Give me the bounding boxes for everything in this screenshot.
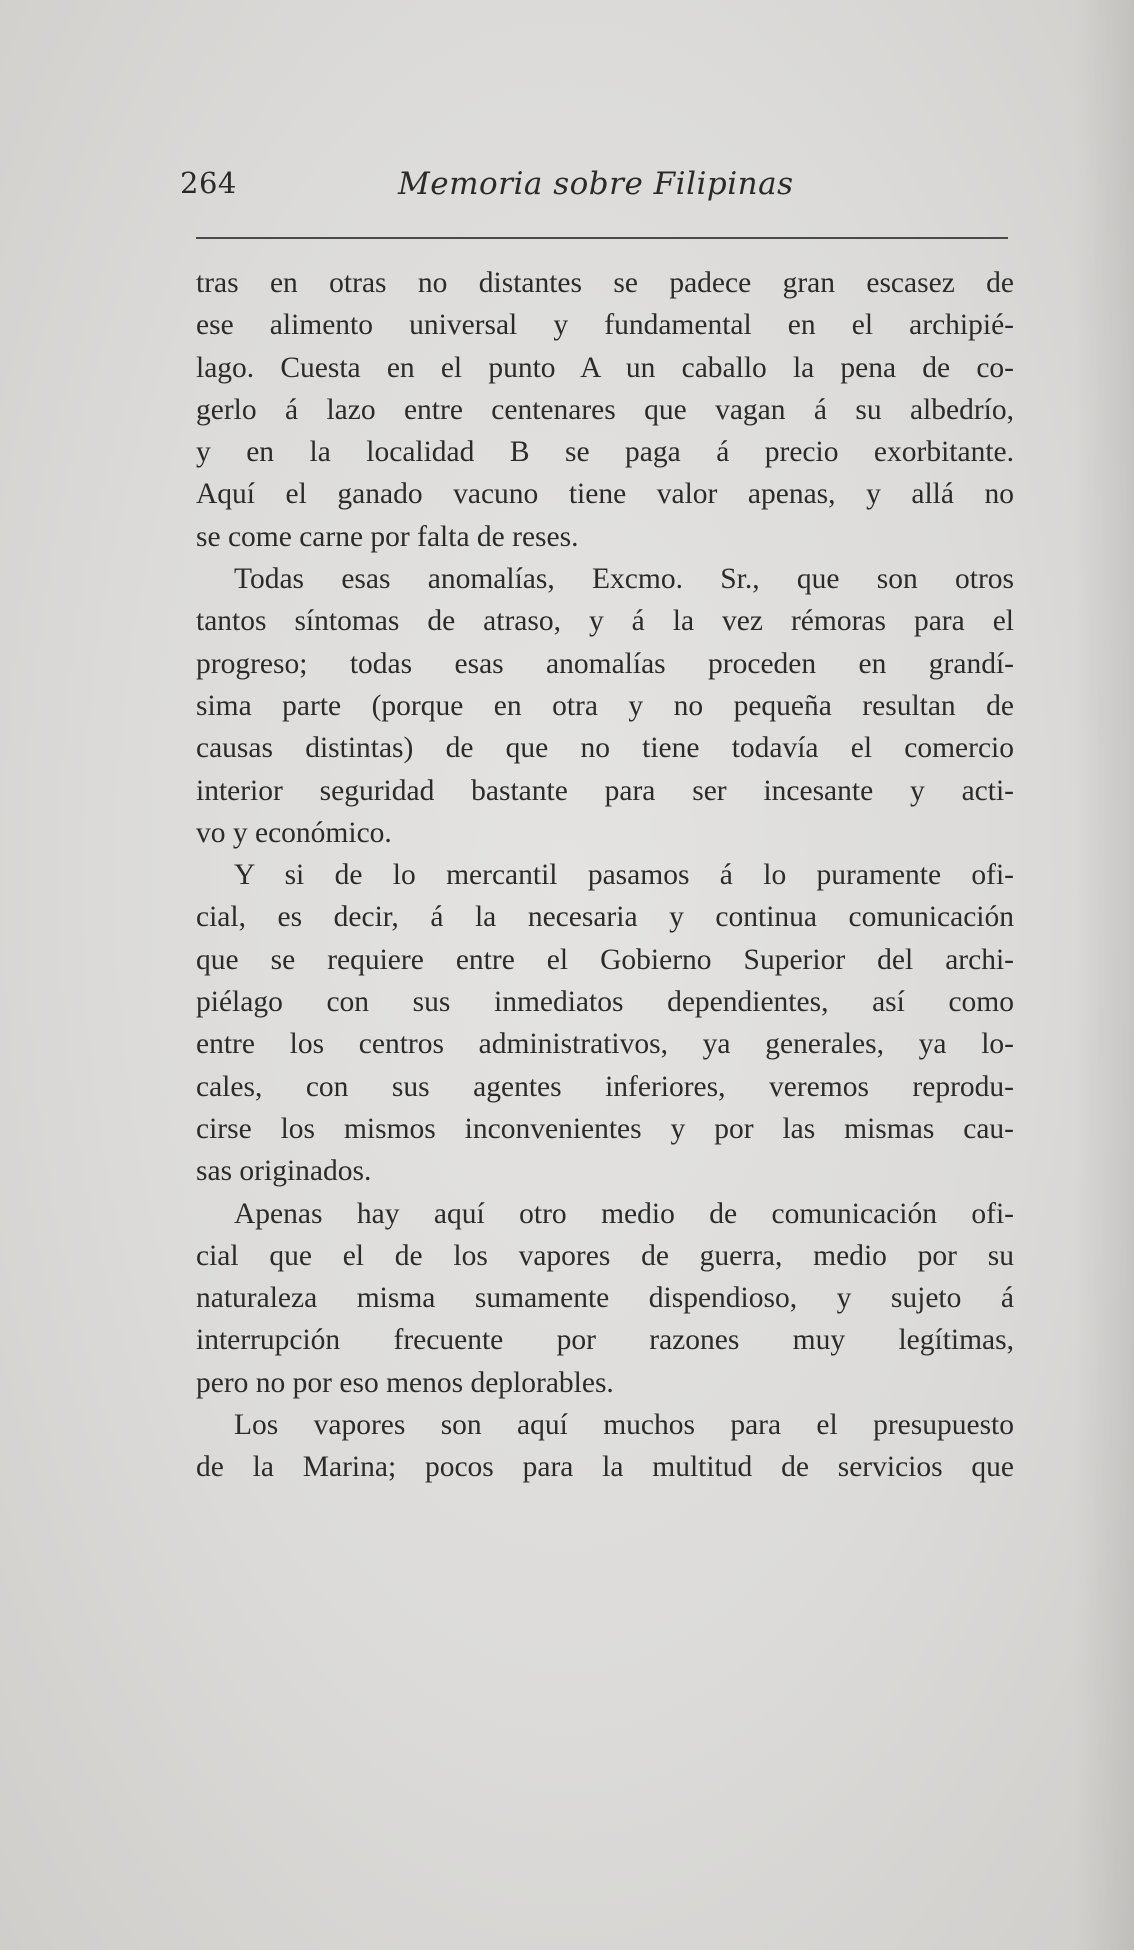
text-line: cial que el de los vapores de guerra, medio por su [196,1239,1014,1272]
text-line: interrupción frecuente por razones muy legítimas, [196,1324,1014,1357]
text-line: que se requiere entre el Gobierno Superior del archi- [196,943,1014,976]
header-title: Memoria sobre Filipinas [398,166,794,202]
text-line: pero no por eso menos deplorables. [196,1366,614,1399]
text-line: causas distintas) de que no tiene todavía el comercio [196,732,1014,765]
page-number: 264 [180,166,237,200]
paragraph [196,558,1014,854]
text-line: cales, con sus agentes inferiores, veremos reprodu- [196,1070,1014,1103]
text-line: ese alimento universal y fundamental en el archipié- [196,309,1014,342]
text-line: Aquí el ganado vacuno tiene valor apenas, y allá no [196,478,1014,511]
paragraph [196,854,1014,1192]
header-rule [196,237,1008,239]
paragraph [196,262,1014,558]
text-line: entre los centros administrativos, ya generales, ya lo- [196,1028,1014,1061]
body-text [196,262,1014,1489]
text-line: sima parte (porque en otra y no pequeña resultan de [196,689,1014,722]
text-line: cial, es decir, á la necesaria y continua comunicación [196,901,1014,934]
text-line: Apenas hay aquí otro medio de comunicación ofi- [234,1197,1014,1230]
running-header [180,160,1010,210]
text-line: vo y económico. [196,816,392,849]
text-line: y en la localidad B se paga á precio exorbitante. [196,436,1014,469]
paragraph [196,1193,1014,1404]
text-line: progreso; todas esas anomalías proceden en grandí- [196,647,1014,680]
text-line: naturaleza misma sumamente dispendioso, y sujeto á [196,1282,1014,1315]
text-line: tantos síntomas de atraso, y á la vez rémoras para el [196,605,1014,638]
text-line: tras en otras no distantes se padece gran escasez de [196,267,1014,299]
text-line: de la Marina; pocos para la multitud de servicios que [196,1451,1014,1484]
paragraph [196,1404,1014,1489]
text-line: se come carne por falta de reses. [196,520,579,553]
text-line: gerlo á lazo entre centenares que vagan á su albedrío, [196,393,1014,426]
text-line: interior seguridad bastante para ser incesante y acti- [196,774,1014,807]
text-line: Todas esas anomalías, Excmo. Sr., que son otros [234,563,1014,596]
text-line: Y si de lo mercantil pasamos á lo puramente ofi- [234,859,1014,892]
text-line: Los vapores son aquí muchos para el presupuesto [234,1409,1014,1442]
text-line: cirse los mismos inconvenientes y por las mismas cau- [196,1112,1014,1145]
text-line: piélago con sus inmediatos dependientes, así como [196,986,1014,1019]
text-line: lago. Cuesta en el punto A un caballo la pena de co- [196,351,1014,384]
text-line: sas originados. [196,1155,372,1188]
